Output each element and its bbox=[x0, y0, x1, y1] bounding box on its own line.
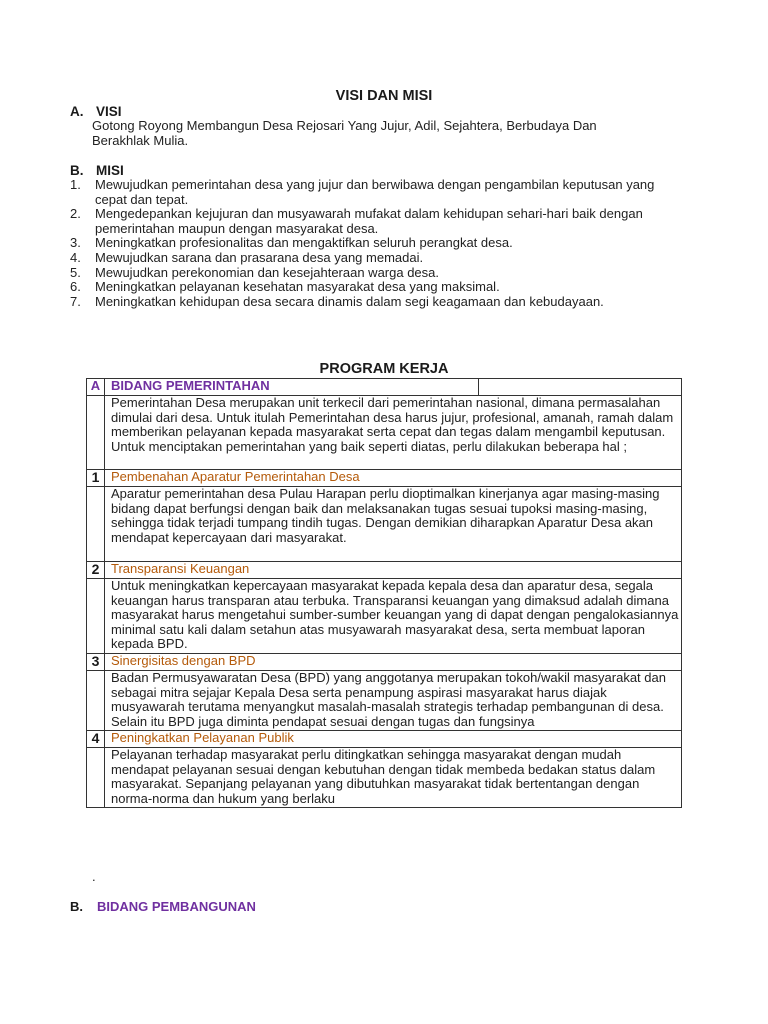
program-title: PROGRAM KERJA bbox=[319, 361, 449, 377]
item-title: Transparansi Keuangan bbox=[105, 562, 682, 579]
item-text: Aparatur pemerintahan desa Pulau Harapan perlu dioptimalkan kinerjanya agar masing-masing bidang dapat berfungsi dengan baik dan melaksanakan tugas sesuai tupoksi masing-masing, sehingga tidak terjadi tumpang tindih tugas. Dengan demikian diharapkan Aparatur Desa akan mendapat kepercayaan dari masyarakat. bbox=[105, 487, 682, 562]
visi-heading: VISI bbox=[96, 104, 122, 119]
item-title: Sinergisitas dengan BPD bbox=[105, 654, 682, 671]
misi-item bbox=[70, 207, 670, 236]
misi-item-number: 2. bbox=[70, 206, 81, 221]
misi-item-number: 6. bbox=[70, 279, 81, 294]
misi-letter: B. bbox=[70, 163, 84, 178]
misi-item-number: 7. bbox=[70, 294, 81, 309]
item-number: 3 bbox=[87, 654, 105, 671]
item-title: Pembenahan Aparatur Pemerintahan Desa bbox=[105, 470, 682, 487]
misi-item bbox=[70, 280, 670, 295]
section-letter: A bbox=[87, 379, 105, 396]
table-row bbox=[87, 654, 682, 671]
intro-text: Pemerintahan Desa merupakan unit terkecil dari pemerintahan nasional, dimana permasalahan dimulai dari desa. Untuk itulah Pemerintahan desa harus jujur, profesional, amanah, ramah dalam memberikan pelayanan kepada masyarakat serta cepat dan tegas dalam mengambil keputusan. Untuk menciptakan pemerintahan yang baik seperti diatas, perlu dilakukan beberapa hal ; bbox=[105, 396, 682, 470]
table-row bbox=[87, 487, 682, 562]
empty-number-cell bbox=[87, 671, 105, 731]
misi-item-text: Meningkatkan pelayanan kesehatan masyarakat desa yang maksimal. bbox=[95, 279, 500, 294]
misi-item-text: Meningkatkan profesionalitas dan mengaktifkan seluruh perangkat desa. bbox=[95, 235, 513, 250]
misi-item-text: Meningkatkan kehidupan desa secara dinamis dalam segi keagamaan dan kebudayaan. bbox=[95, 294, 604, 309]
table-row bbox=[87, 562, 682, 579]
visi-letter: A. bbox=[70, 104, 84, 119]
misi-item-number: 5. bbox=[70, 265, 81, 280]
section-b-letter: B. bbox=[70, 899, 83, 914]
section-title: BIDANG PEMERINTAHAN bbox=[105, 379, 479, 396]
table-row bbox=[87, 748, 682, 808]
item-text: Pelayanan terhadap masyarakat perlu ditingkatkan sehingga masyarakat dengan mudah mendapat pelayanan sesuai dengan kebutuhan dengan tidak membeda bedakan status dalam masyarakat. Sepanjang pelayanan yang dibutuhkan masyarakat tidak bertentangan dengan norma-norma dan hukum yang berlaku bbox=[105, 748, 682, 808]
misi-item-text: Mewujudkan sarana dan prasarana desa yang memadai. bbox=[95, 250, 424, 265]
misi-item bbox=[70, 295, 670, 310]
misi-item bbox=[70, 236, 670, 251]
empty-number-cell bbox=[87, 748, 105, 808]
misi-item-text: Mewujudkan perekonomian dan kesejahteraan warga desa. bbox=[95, 265, 439, 280]
item-text: Untuk meningkatkan kepercayaan masyarakat kepada kepala desa dan aparatur desa, segala keuangan harus transparan atau terbuka. Transparansi keuangan yang dimaksud adalah dimana masyarakat harus mengetahui sumber-sumber keuangan yang di dapat dengan pengalokasiannya minimal satu kali dalam setahun atas musyawarah masyarakat desa, serta membuat laporan kepada BPD. bbox=[105, 579, 682, 654]
program-table bbox=[86, 378, 682, 808]
table-row bbox=[87, 731, 682, 748]
table-row bbox=[87, 579, 682, 654]
table-row bbox=[87, 470, 682, 487]
empty-number-cell bbox=[87, 396, 105, 470]
misi-item-number: 1. bbox=[70, 177, 81, 192]
misi-item-text: Mengedepankan kejujuran dan musyawarah mufakat dalam kehidupan sehari-hari baik dengan pemerintahan maupun dengan masyarakat desa. bbox=[95, 206, 643, 236]
table-row bbox=[87, 379, 682, 396]
table-row bbox=[87, 671, 682, 731]
item-title: Peningkatkan Pelayanan Publik bbox=[105, 731, 682, 748]
section-b-title: BIDANG PEMBANGUNAN bbox=[97, 899, 256, 914]
misi-item bbox=[70, 251, 670, 266]
item-number: 1 bbox=[87, 470, 105, 487]
misi-item-text: Mewujudkan pemerintahan desa yang jujur dan berwibawa dengan pengambilan keputusan yang cepat dan tepat. bbox=[95, 177, 655, 207]
misi-item-number: 4. bbox=[70, 250, 81, 265]
table-row bbox=[87, 396, 682, 470]
stray-dot: . bbox=[92, 869, 96, 884]
misi-item-number: 3. bbox=[70, 235, 81, 250]
visi-text: Gotong Royong Membangun Desa Rejosari Yang Jujur, Adil, Sejahtera, Berbudaya Dan Berakhlak Mulia. bbox=[92, 118, 597, 148]
misi-item bbox=[70, 178, 670, 207]
item-text: Badan Permusyawaratan Desa (BPD) yang anggotanya merupakan tokoh/wakil masyarakat dan sebagai mitra sejajar Kepala Desa serta penampung aspirasi masyarakat harus diajak musyawarah terutama menyangkut masalah-masalah strategis terhadap pembangunan di desa. Selain itu BPD juga diminta pendapat sesuai dengan tugas dan fungsinya bbox=[105, 671, 682, 731]
item-number: 2 bbox=[87, 562, 105, 579]
misi-heading: MISI bbox=[96, 163, 124, 178]
empty-number-cell bbox=[87, 487, 105, 562]
empty-number-cell bbox=[87, 579, 105, 654]
item-number: 4 bbox=[87, 731, 105, 748]
page-title: VISI DAN MISI bbox=[335, 88, 433, 104]
empty-cell bbox=[479, 379, 682, 396]
